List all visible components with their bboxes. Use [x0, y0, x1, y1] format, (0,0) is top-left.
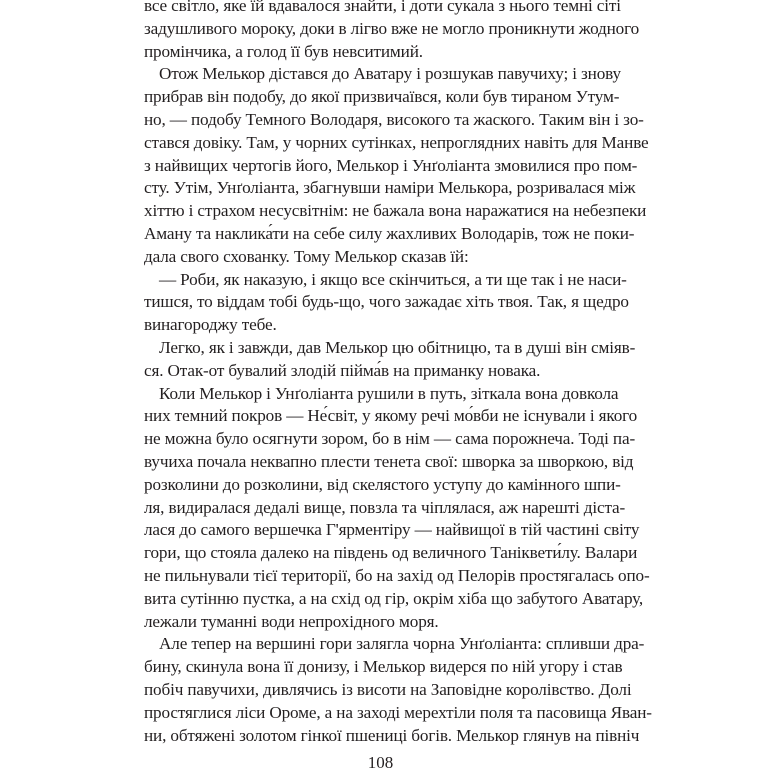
text-line: промінчика, а голод її був невситимий. — [144, 41, 423, 61]
text-line: хіттю і страхом несусвітнім: не бажала вона наражатися на небезпеки — [144, 201, 647, 221]
text-line: дала свого схованку. Тому Мелькор сказав їй: — [144, 246, 469, 266]
text-line: з найвищих чертогів його, Мелькор і Унґоліанта змовилися про пом- — [144, 155, 638, 175]
text-line: Отож Мелькор дістався до Аватару і розшукав павучиху; і знову — [159, 64, 621, 84]
text-line: Коли Мелькор і Унґоліанта рушили в путь, зіткала вона довкола — [159, 383, 619, 403]
text-line: ля, видиралася дедалі вище, повзла та чіплялася, аж нарешті діста- — [144, 497, 626, 517]
text-line: Але тепер на вершині гори залягла чорна Унґоліанта: спливши дра- — [159, 634, 645, 654]
text-line: но, — подобу Темного Володаря, високого та жаского. Таким він і зо- — [144, 109, 644, 129]
text-line: сту. Утім, Унґоліанта, збагнувши наміри Мелькора, розривалася між — [144, 178, 636, 198]
text-line: простяглися ліси Ороме, а на заході мерехтіли поля та пасовища Яван- — [144, 702, 652, 722]
text-line: лася до самого вершечка Г'ярментіру — найвищої в тій частині світу — [144, 520, 640, 540]
text-line: не пильнували тієї території, бо на захід од Пелорів простягалась опо- — [144, 565, 650, 585]
text-line: не можна було осягнути зором, бо в нім — сама порожнеча. Тоді па- — [144, 429, 636, 449]
text-line: — Роби, як наказую, і якщо все скінчиться, а ти ще так і не наси- — [159, 269, 627, 289]
text-line: гори, що стояла далеко на південь од величного Таніквети́лу. Валари — [144, 543, 638, 563]
text-line: бину, скинула вона її донизу, і Мелькор видерся по ній угору і став — [144, 657, 623, 677]
text-line: них темний покров — Не́світ, у якому речі мо́вби не існували і якого — [144, 406, 638, 426]
text-line: лежали туманні води непрохідного моря. — [144, 611, 439, 631]
text-line: розколини до розколини, від скелястого уступу до камінного шпи- — [144, 474, 621, 494]
text-line: Аману та наклика́ти на себе силу жахливих Володарів, тож не поки- — [144, 223, 635, 243]
text-line: Легко, як і завжди, дав Мелькор цю обітницю, та в душі він сміяв- — [159, 337, 636, 357]
text-line: все світло, яке їй вдавалося знайти, і доти сукала з нього темні сіті — [144, 0, 621, 15]
text-line: прибрав він подобу, до якої призвичаївся, коли був тираном Утум- — [144, 87, 620, 107]
text-line: стався довіку. Там, у чорних сутінках, непроглядних навіть для Манве — [144, 132, 649, 152]
text-line: вита сутінню пустка, а на схід од гір, окрім хіба що забутого Аватару, — [144, 588, 644, 608]
text-line: вучиха почала неквапно плести тенета свої: шворка за шворкою, від — [144, 451, 634, 471]
text-line: винагороджу тебе. — [144, 315, 277, 335]
text-line: побіч павучихи, дивлячись із висоти на Заповідне королівство. Долі — [144, 679, 632, 699]
body-text — [144, 0, 652, 747]
text-line: ся. Отак-от бувалий злодій пійма́в на приманку новака. — [144, 360, 541, 380]
text-line: ни, обтяжені золотом гінкої пшениці богів. Мелькор глянув на північ — [144, 725, 640, 745]
page-number: 108 — [367, 753, 394, 772]
text-line: задушливого мороку, доки в лігво вже не могло проникнути жодного — [144, 18, 640, 38]
text-line: тишся, то віддам тобі будь-що, чого зажадає хіть твоя. Так, я щедро — [144, 292, 629, 312]
